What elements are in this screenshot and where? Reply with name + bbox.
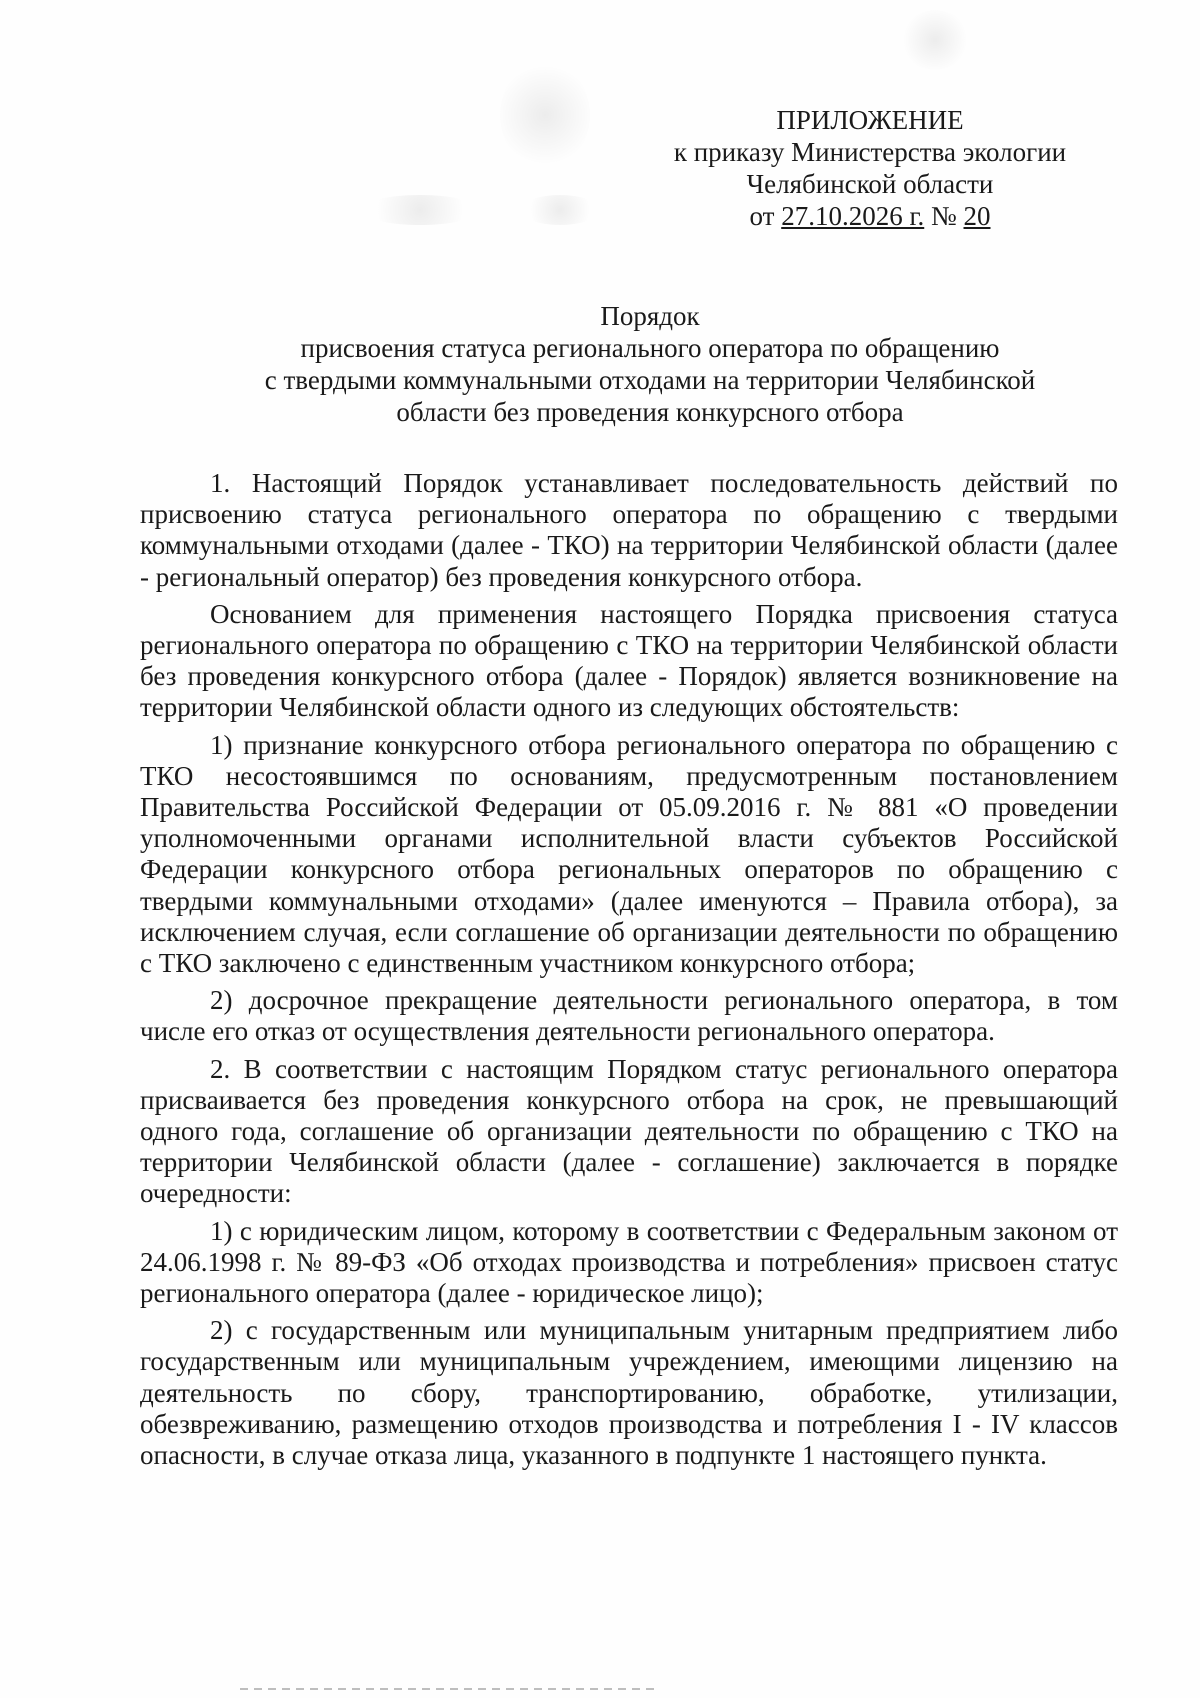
paragraph-3: 1) признание конкурсного отбора регионального оператора по обращению с ТКО несостоявшимся по основаниям, предусмотренным постановлением Правительства Российской Федерации от 05.09.2016 г. № 881 «О проведении уполномоченными органами исполнительной власти субъектов Российской Федерации конкурсного отбора региональных операторов по обращению с твердыми коммунальными отходами» (далее именуются – Правила отбора), за исключением случая, если соглашение об организации деятельности по обращению с ТКО заключено с единственным участником конкурсного отбора; — [140, 729, 1118, 979]
paragraph-6: 1) с юридическим лицом, которому в соответствии с Федеральным законом от 24.06.1998 г. № 89-ФЗ «Об отходах производства и потребления» присвоен статус регионального оператора (далее - юридическое лицо); — [140, 1215, 1118, 1309]
paragraph-4: 2) досрочное прекращение деятельности регионального оператора, в том числе его отказ от осуществления деятельности регионального оператора. — [140, 985, 1118, 1047]
number-prefix: № — [924, 201, 964, 231]
paragraph-7: 2) с государственным или муниципальным унитарным предприятием либо государственным или муниципальным учреждением, имеющими лицензию на деятельность по сбору, транспортированию, обработке, утилизации, обезвреживанию, размещению отходов производства и потребления I - IV классов опасности, в случае отказа лица, указанного в подпункте 1 настоящего пункта. — [140, 1315, 1118, 1471]
order-number: 20 — [963, 201, 991, 231]
scan-artifact — [900, 10, 970, 70]
scan-edge-trace — [240, 1688, 660, 1690]
appendix-region-line: Челябинской области — [746, 169, 994, 199]
title-line-4: области без проведения конкурсного отбора — [396, 397, 904, 427]
paragraph-1: 1. Настоящий Порядок устанавливает последовательность действий по присвоению статуса регионального оператора по обращению с твердыми коммунальными отходами (далее - ТКО) на территории Челябинской области (далее - региональный оператор) без проведения конкурсного отбора. — [140, 468, 1118, 592]
document-body — [140, 468, 1118, 1471]
appendix-header — [640, 104, 1100, 232]
scan-artifact — [500, 60, 590, 170]
document-title — [200, 300, 1100, 428]
appendix-heading: ПРИЛОЖЕНИЕ — [776, 105, 964, 135]
paragraph-5: 2. В соответствии с настоящим Порядком статус регионального оператора присваивается без проведения конкурсного отбора на срок, не превышающий одного года, соглашение об организации деятельности по обращению с ТКО на территории Челябинской области (далее - соглашение) заключается в порядке очередности: — [140, 1053, 1118, 1209]
title-line-3: с твердыми коммунальными отходами на территории Челябинской — [264, 365, 1036, 395]
scan-artifact — [360, 195, 480, 225]
title-line-2: присвоения статуса регионального оператора по обращению — [300, 333, 1000, 363]
title-line-1: Порядок — [600, 301, 700, 331]
date-prefix: от — [749, 201, 782, 231]
scan-artifact — [520, 195, 600, 225]
order-date: 27.10.2026 г. — [781, 201, 925, 231]
paragraph-2: Основанием для применения настоящего Порядка присвоения статуса регионального оператора по обращению с ТКО на территории Челябинской области без проведения конкурсного отбора (далее - Порядок) является возникновение на территории Челябинской области одного из следующих обстоятельств: — [140, 598, 1118, 723]
appendix-order-line: к приказу Министерства экологии — [673, 137, 1067, 167]
appendix-date-line — [640, 200, 1100, 232]
